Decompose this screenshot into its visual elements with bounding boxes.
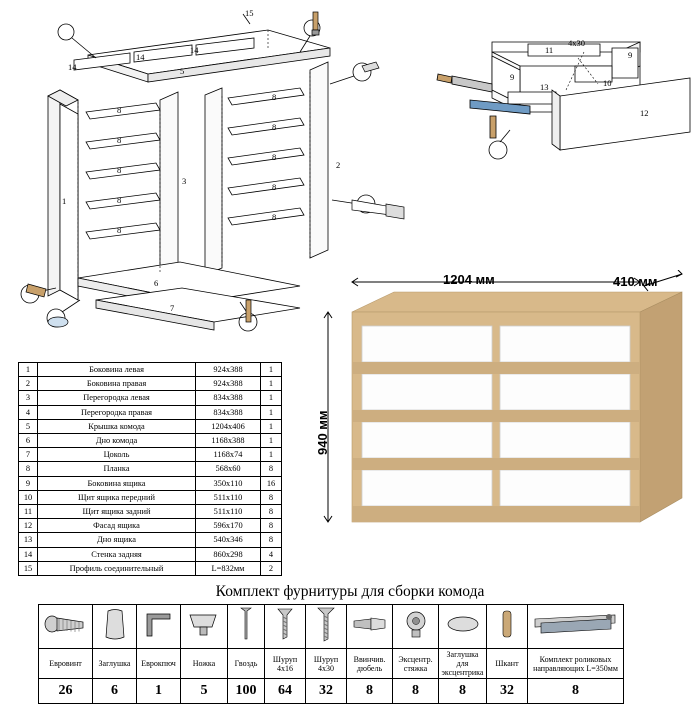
label-8-4: 8 — [117, 195, 122, 205]
dimension-depth: 410 мм — [613, 274, 658, 289]
dowel-screw-icon — [347, 605, 393, 649]
part-num: 5 — [19, 419, 38, 433]
hardware-name: Эксцентр. стяжка — [393, 649, 439, 679]
part-size: 511х110 — [196, 490, 261, 504]
label-8-8: 8 — [272, 152, 277, 162]
label-8-5: 8 — [117, 225, 122, 235]
part-qty: 1 — [261, 405, 282, 419]
hardware-count: 5 — [181, 679, 228, 704]
hardware-name: Шуруп 4х30 — [306, 649, 347, 679]
part-size: 596х170 — [196, 519, 261, 533]
label-3: 3 — [182, 176, 187, 186]
part-size: 568х60 — [196, 462, 261, 476]
part-num: 14 — [19, 547, 38, 561]
part-size: 924х388 — [196, 363, 261, 377]
label-10: 10 — [603, 78, 612, 88]
part-num: 11 — [19, 505, 38, 519]
hardware-table — [38, 604, 624, 704]
hardware-count: 8 — [528, 679, 624, 704]
table-row — [19, 391, 282, 405]
label-8-7: 8 — [272, 122, 277, 132]
euro-screw-icon — [39, 605, 93, 649]
hardware-count: 8 — [393, 679, 439, 704]
table-row — [19, 405, 282, 419]
screw-4x16-icon — [265, 605, 306, 649]
label-14-c: 14 — [190, 45, 199, 55]
hardware-name: Гвоздь — [228, 649, 265, 679]
part-name: Дно комода — [38, 434, 196, 448]
part-size: 1204х406 — [196, 419, 261, 433]
part-num: 12 — [19, 519, 38, 533]
part-qty: 1 — [261, 419, 282, 433]
label-1: 1 — [62, 196, 67, 206]
part-size: 834х388 — [196, 391, 261, 405]
table-row — [19, 434, 282, 448]
hardware-count: 8 — [347, 679, 393, 704]
part-num: 3 — [19, 391, 38, 405]
hardware-title: Комплект фурнитуры для сборки комода — [215, 583, 485, 600]
hardware-count: 1 — [137, 679, 181, 704]
leg-icon — [181, 605, 228, 649]
hardware-labels-row — [39, 649, 624, 679]
label-8-10: 8 — [272, 212, 277, 222]
part-name: Фасад ящика — [38, 519, 196, 533]
part-num: 4 — [19, 405, 38, 419]
part-name: Планка — [38, 462, 196, 476]
part-qty: 1 — [261, 434, 282, 448]
label-6: 6 — [154, 278, 159, 288]
hardware-name: Заглушка для эксцентрика — [439, 649, 487, 679]
label-8-9: 8 — [272, 182, 277, 192]
part-num: 7 — [19, 448, 38, 462]
table-row — [19, 462, 282, 476]
label-13: 13 — [540, 82, 549, 92]
table-row — [19, 561, 282, 575]
part-size: 834х388 — [196, 405, 261, 419]
hardware-name: Шкант — [487, 649, 528, 679]
hardware-count: 26 — [39, 679, 93, 704]
hardware-count: 100 — [228, 679, 265, 704]
hardware-name: Комплект роликовых направляющих L=350мм — [528, 649, 624, 679]
part-name: Перегородка правая — [38, 405, 196, 419]
part-qty: 2 — [261, 561, 282, 575]
part-name: Щит ящика передний — [38, 490, 196, 504]
part-num: 8 — [19, 462, 38, 476]
part-qty: 8 — [261, 462, 282, 476]
label-8-6: 8 — [272, 92, 277, 102]
part-qty: 8 — [261, 519, 282, 533]
part-name: Щит ящика задний — [38, 505, 196, 519]
part-size: 511х110 — [196, 505, 261, 519]
part-num: 6 — [19, 434, 38, 448]
hardware-name: Заглушка — [93, 649, 137, 679]
label-14-a: 14 — [68, 62, 77, 72]
cap-icon — [93, 605, 137, 649]
part-size: 924х388 — [196, 377, 261, 391]
chest-of-drawers-photo — [310, 270, 690, 570]
label-8-2: 8 — [117, 135, 122, 145]
part-name: Перегородка левая — [38, 391, 196, 405]
label-11: 11 — [545, 45, 554, 55]
hardware-name: Евровинт — [39, 649, 93, 679]
part-name: Боковина правая — [38, 377, 196, 391]
part-name: Профиль соединительный — [38, 561, 196, 575]
label-5: 5 — [180, 66, 185, 76]
label-8-3: 8 — [117, 165, 122, 175]
part-qty: 8 — [261, 533, 282, 547]
part-name: Крышка комода — [38, 419, 196, 433]
hardware-name: Ножка — [181, 649, 228, 679]
part-name: Боковина левая — [38, 363, 196, 377]
dimension-height: 940 мм — [315, 410, 330, 455]
part-size: 860х298 — [196, 547, 261, 561]
hardware-count: 32 — [306, 679, 347, 704]
part-name: Стенка задняя — [38, 547, 196, 561]
table-row — [19, 476, 282, 490]
table-row — [19, 547, 282, 561]
label-9-b: 9 — [628, 50, 633, 60]
part-size: 540х346 — [196, 533, 261, 547]
part-qty: 8 — [261, 490, 282, 504]
part-num: 15 — [19, 561, 38, 575]
cam-lock-icon — [393, 605, 439, 649]
wood-dowel-icon — [487, 605, 528, 649]
table-row — [19, 490, 282, 504]
table-row — [19, 448, 282, 462]
nail-icon — [228, 605, 265, 649]
label-15: 15 — [245, 8, 254, 18]
hardware-count: 8 — [439, 679, 487, 704]
cam-cap-icon — [439, 605, 487, 649]
hardware-name: Еврокпюч — [137, 649, 181, 679]
part-num: 13 — [19, 533, 38, 547]
table-row — [19, 519, 282, 533]
label-9-a: 9 — [510, 72, 515, 82]
hardware-count: 64 — [265, 679, 306, 704]
label-4x30: 4х30 — [568, 38, 585, 48]
euro-key-icon — [137, 605, 181, 649]
part-size: 350х110 — [196, 476, 261, 490]
table-row — [19, 377, 282, 391]
hardware-icons-row — [39, 605, 624, 649]
drawer-slide-icon — [528, 605, 624, 649]
hardware-name: Шуруп 4х16 — [265, 649, 306, 679]
part-num: 9 — [19, 476, 38, 490]
label-8-1: 8 — [117, 105, 122, 115]
part-num: 10 — [19, 490, 38, 504]
parts-table — [18, 362, 282, 576]
part-qty: 1 — [261, 448, 282, 462]
part-qty: 8 — [261, 505, 282, 519]
table-row — [19, 363, 282, 377]
part-num: 1 — [19, 363, 38, 377]
dimension-width: 1204 мм — [443, 272, 495, 287]
part-qty: 4 — [261, 547, 282, 561]
part-name: Цоколь — [38, 448, 196, 462]
part-size: 1168х74 — [196, 448, 261, 462]
table-row — [19, 419, 282, 433]
screw-4x30-icon — [306, 605, 347, 649]
hardware-count: 32 — [487, 679, 528, 704]
label-2: 2 — [336, 160, 341, 170]
part-name: Дно ящика — [38, 533, 196, 547]
part-qty: 1 — [261, 391, 282, 405]
table-row — [19, 533, 282, 547]
part-qty: 16 — [261, 476, 282, 490]
part-name: Боковина ящика — [38, 476, 196, 490]
part-size: 1168х388 — [196, 434, 261, 448]
part-size: L=832мм — [196, 561, 261, 575]
label-7: 7 — [170, 303, 175, 313]
table-row — [19, 505, 282, 519]
part-qty: 1 — [261, 363, 282, 377]
parts-table-body — [19, 363, 282, 576]
part-num: 2 — [19, 377, 38, 391]
hardware-count: 6 — [93, 679, 137, 704]
label-12: 12 — [640, 108, 649, 118]
label-14-b: 14 — [136, 52, 145, 62]
hardware-name: Ввинчив. дюбель — [347, 649, 393, 679]
part-qty: 1 — [261, 377, 282, 391]
